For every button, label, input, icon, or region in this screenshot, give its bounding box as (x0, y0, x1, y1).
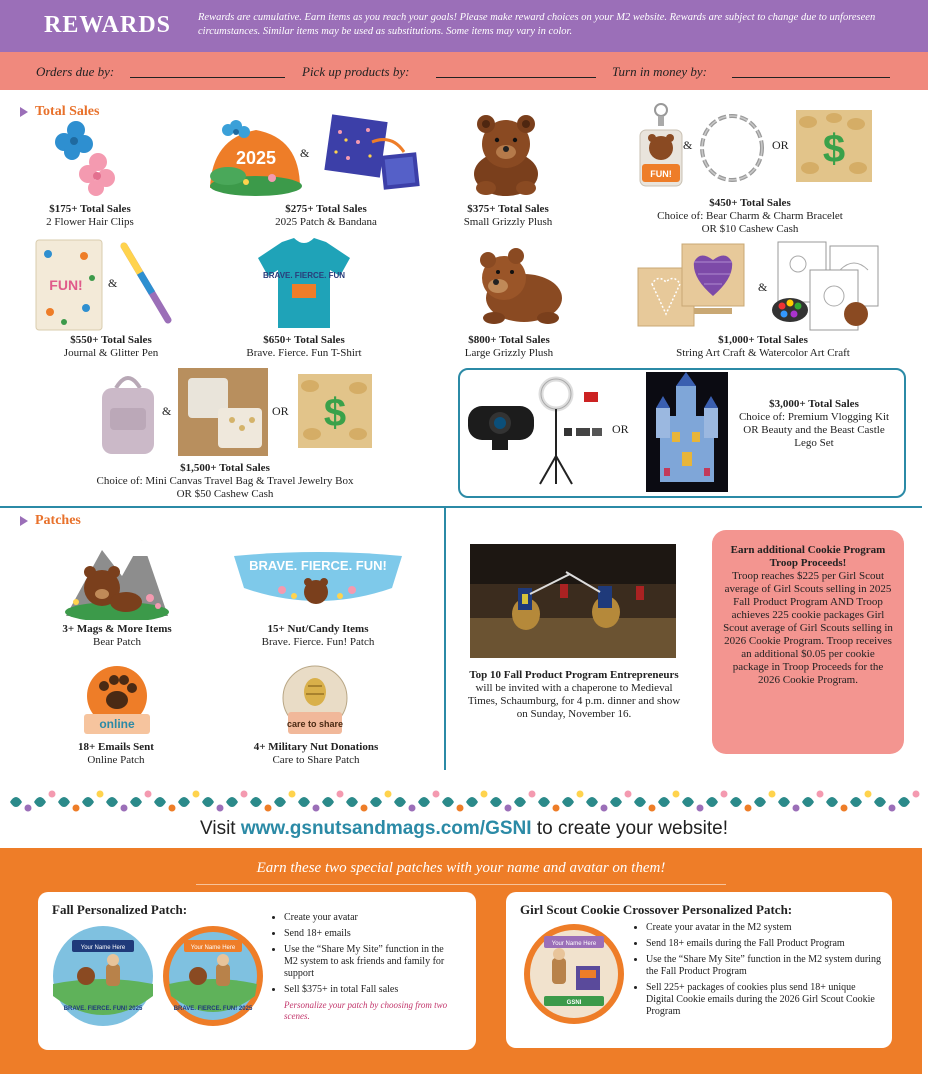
reward-1000 (640, 334, 886, 360)
reward-3000-level: $3,000+ Total Sales (769, 398, 859, 410)
border-leaf-icon (826, 797, 838, 807)
medieval-times-photo (470, 544, 676, 658)
cookie-req-4: • Sell 225+ packages of cookies plus send 18+ unique Digital Cookie emails during the 2026 Girl Scout Cookie Program (646, 982, 884, 1018)
orders-due-label: Orders due by: (36, 64, 115, 79)
border-leaf-icon (82, 797, 94, 807)
fall-req-2: • Send 18+ emails (284, 928, 456, 940)
visit-line (0, 818, 928, 840)
reward-175-level: $175+ Total Sales (49, 203, 131, 215)
string-art-image (634, 238, 752, 330)
amp-4: & (758, 280, 768, 294)
bff-patch-text: BRAVE. FIERCE. FUN! (249, 558, 387, 573)
border-flower-icon (577, 791, 584, 798)
reward-650-desc: Brave. Fierce. Fun T-Shirt (246, 347, 362, 359)
reward-450-level: $450+ Total Sales (709, 197, 791, 209)
top10-title: Top 10 Fall Product Program Entrepreneurs (469, 669, 679, 681)
border-flower-icon (49, 791, 56, 798)
patch-bear-level: 3+ Mags & More Items (62, 623, 172, 635)
border-flower-icon (457, 805, 464, 812)
floral-border (0, 784, 928, 816)
border-leaf-icon (370, 797, 382, 807)
border-leaf-icon (442, 797, 454, 807)
reward-275-level: $275+ Total Sales (285, 203, 367, 215)
border-flower-icon (889, 805, 896, 812)
border-flower-icon (913, 791, 920, 798)
cookie-patch-name: Your Name Here (551, 941, 597, 947)
cookie-proceeds-body: Troop reaches $225 per Girl Scout average of Girl Scouts selling in 2025 Fall Product Program AND Troop achieves 225 cookie packages Girl Scout average of Girl Scouts selling in 2026 Cookie Program. Troop receives an additional $0.05 per cookie package in Troop Proceeds for the 2026 Cookie Program. (723, 570, 893, 686)
section-divider (0, 506, 922, 508)
border-flower-icon (769, 791, 776, 798)
border-leaf-icon (730, 797, 742, 807)
or-2: OR (272, 404, 289, 418)
fall-patch-title: Fall Personalized Patch: (52, 902, 188, 917)
fall-req-4: • Sell $375+ in total Fall sales (284, 984, 456, 996)
cookie-proceeds-title: Earn additional Cookie Program Troop Proceeds! (730, 544, 886, 569)
reward-1000-desc: String Art Craft & Watercolor Art Craft (676, 347, 850, 359)
border-leaf-icon (274, 797, 286, 807)
or-1: OR (772, 138, 789, 152)
border-flower-icon (529, 791, 536, 798)
border-flower-icon (337, 791, 344, 798)
border-flower-icon (745, 805, 752, 812)
border-flower-icon (649, 805, 656, 812)
jewelry-box-image (178, 368, 268, 456)
orders-due-line (130, 77, 285, 78)
border-flower-icon (193, 791, 200, 798)
bear-charm-image (636, 100, 686, 192)
svg-text:$: $ (323, 391, 347, 435)
border-flower-icon (817, 791, 824, 798)
border-flower-icon (73, 805, 80, 812)
visit-suffix: to create your website! (531, 818, 728, 839)
cookie-req-3: • Use the “Share My Site” function in the M2 system during the Fall Product Program (646, 954, 884, 978)
reward-800-level: $800+ Total Sales (468, 334, 550, 346)
border-leaf-icon (346, 797, 358, 807)
glitter-pen-image (118, 240, 174, 326)
border-flower-icon (481, 791, 488, 798)
border-flower-icon (217, 805, 224, 812)
border-leaf-icon (802, 797, 814, 807)
webcam-image (466, 396, 536, 456)
tshirt-image (256, 236, 352, 330)
fall-patch-name-1: Your Name Here (80, 945, 126, 951)
fall-patch-requirements (272, 912, 456, 1022)
border-leaf-icon (658, 797, 670, 807)
border-leaf-icon (562, 797, 574, 807)
money-line (732, 77, 890, 78)
reward-275 (236, 203, 416, 229)
column-divider (444, 508, 446, 770)
patch-year-text: 2025 (235, 148, 277, 168)
fall-patch-scene-1 (50, 924, 156, 1028)
journal-image (34, 238, 104, 332)
border-leaf-icon (226, 797, 238, 807)
border-flower-icon (841, 805, 848, 812)
total-sales-title: Total Sales (35, 104, 100, 119)
section-arrow-icon (20, 107, 28, 117)
border-leaf-icon (490, 797, 502, 807)
visit-prefix: Visit (200, 818, 241, 839)
reward-1500-desc: Choice of: Mini Canvas Travel Bag & Travel Jewelry Box (96, 475, 354, 487)
watercolor-craft-image (770, 240, 884, 332)
border-flower-icon (25, 805, 32, 812)
border-flower-icon (169, 805, 176, 812)
travel-bag-image (96, 368, 160, 458)
fall-patch-motto-1: BRAVE. FIERCE. FUN! 2025 (63, 1006, 143, 1012)
patches-title: Patches (35, 513, 81, 528)
lego-castle-image (646, 372, 728, 492)
amp-5: & (162, 404, 172, 418)
reward-175-desc: 2 Flower Hair Clips (46, 216, 134, 228)
reward-550 (36, 334, 186, 360)
reward-1000-level: $1,000+ Total Sales (718, 334, 808, 346)
pickup-label: Pick up products by: (302, 64, 410, 79)
reward-175 (20, 203, 160, 229)
border-leaf-icon (778, 797, 790, 807)
flower-clips-image (52, 120, 122, 198)
reward-1500 (62, 462, 388, 501)
reward-800-desc: Large Grizzly Plush (464, 347, 554, 359)
border-leaf-icon (10, 797, 22, 807)
reward-650 (224, 334, 384, 360)
bff-patch-image (232, 548, 404, 614)
border-leaf-icon (898, 797, 910, 807)
top10-block (464, 669, 684, 721)
border-leaf-icon (418, 797, 430, 807)
patch-online (46, 741, 186, 767)
bear-patch-image (62, 536, 172, 620)
cookie-patch-year: GSNI (566, 1000, 582, 1006)
online-patch-image (80, 664, 154, 738)
reward-450-desc2: OR $10 Cashew Cash (701, 223, 799, 235)
reward-275-desc: 2025 Patch & Bandana (275, 216, 377, 228)
2025-patch-image (206, 118, 304, 198)
reward-375-level: $375+ Total Sales (467, 203, 549, 215)
border-flower-icon (289, 791, 296, 798)
reward-450 (622, 197, 878, 236)
border-leaf-icon (178, 797, 190, 807)
fall-req-3: • Use the “Share My Site” function in the M2 system to ask friends and family for support (284, 944, 456, 980)
or-3: OR (612, 422, 629, 436)
reward-375-desc: Small Grizzly Plush (463, 216, 553, 228)
small-grizzly-image (464, 108, 548, 198)
border-flower-icon (697, 805, 704, 812)
border-flower-icon (505, 805, 512, 812)
amp-1: & (300, 146, 310, 160)
page-title: REWARDS (44, 12, 172, 38)
fall-patch-note: Personalize your patch by choosing from two scenes. (284, 1000, 448, 1021)
patch-care-level: 4+ Military Nut Donations (253, 741, 379, 753)
pickup-line (436, 77, 596, 78)
cookie-proceeds-text (722, 544, 894, 687)
border-leaf-icon (850, 797, 862, 807)
border-leaf-icon (754, 797, 766, 807)
due-dates-bar (0, 52, 928, 90)
fall-patch-scene-2 (160, 924, 266, 1028)
reward-1500-level: $1,500+ Total Sales (180, 462, 270, 474)
reward-3000-desc: Choice of: Premium Vlogging Kit OR Beauty and the Beast Castle Lego Set (738, 411, 890, 449)
fall-req-1: • Create your avatar (284, 912, 456, 924)
border-leaf-icon (298, 797, 310, 807)
cashew-cash-50-image (298, 374, 372, 448)
amp-2: & (683, 138, 693, 152)
border-flower-icon (793, 805, 800, 812)
border-leaf-icon (58, 797, 70, 807)
reward-375 (440, 203, 576, 229)
border-leaf-icon (682, 797, 694, 807)
money-label: Turn in money by: (612, 64, 707, 79)
fall-patch-motto-2: BRAVE. FIERCE. FUN! 2025 (173, 1006, 253, 1012)
border-leaf-icon (538, 797, 550, 807)
border-flower-icon (121, 805, 128, 812)
border-leaf-icon (394, 797, 406, 807)
amp-3: & (108, 276, 118, 290)
patch-bear (36, 623, 198, 649)
border-flower-icon (433, 791, 440, 798)
reward-450-desc: Choice of: Bear Charm & Charm Bracelet (657, 210, 843, 222)
shirt-text: BRAVE. FIERCE. FUN (262, 271, 346, 280)
border-leaf-icon (466, 797, 478, 807)
border-leaf-icon (154, 797, 166, 807)
border-leaf-icon (706, 797, 718, 807)
patch-bear-desc: Bear Patch (93, 636, 141, 648)
reward-3000 (734, 398, 894, 450)
border-flower-icon (97, 791, 104, 798)
border-leaf-icon (586, 797, 598, 807)
reward-650-level: $650+ Total Sales (263, 334, 345, 346)
border-flower-icon (601, 805, 608, 812)
border-leaf-icon (250, 797, 262, 807)
visit-url-link[interactable]: www.gsnutsandmags.com/GSNI (240, 818, 532, 839)
journal-fun-text: FUN! (49, 277, 83, 293)
reward-550-desc: Journal & Glitter Pen (63, 347, 159, 359)
rewards-note: Rewards are cumulative. Earn items as you reach your goals! Please make reward choices on your M2 website. Rewards are subject to change due to unforeseen circumstances. Similar items may be used as substitutions. Some items may vary in color. (198, 12, 876, 37)
large-grizzly-image (474, 244, 564, 328)
patch-bff-level: 15+ Nut/Candy Items (267, 623, 369, 635)
border-leaf-icon (34, 797, 46, 807)
patch-online-level: 18+ Emails Sent (78, 741, 154, 753)
border-leaf-icon (610, 797, 622, 807)
border-flower-icon (361, 805, 368, 812)
border-leaf-icon (106, 797, 118, 807)
care-share-patch-image (278, 664, 352, 738)
online-patch-text: online (99, 717, 135, 731)
cookie-patch-requirements (634, 922, 884, 1022)
svg-text:$: $ (822, 127, 846, 171)
patch-care (228, 741, 404, 767)
border-flower-icon (865, 791, 872, 798)
border-flower-icon (409, 805, 416, 812)
bandana-image (318, 112, 423, 194)
fall-patch-name-2: Your Name Here (190, 945, 236, 951)
border-flower-icon (721, 791, 728, 798)
border-leaf-icon (634, 797, 646, 807)
cashew-cash-10-image (796, 110, 872, 182)
border-leaf-icon (514, 797, 526, 807)
patch-online-desc: Online Patch (87, 754, 145, 766)
cookie-req-1: • Create your avatar in the M2 system (646, 922, 884, 934)
rewards-header (0, 0, 928, 52)
reward-800 (446, 334, 572, 360)
cookie-patch-title: Girl Scout Cookie Crossover Personalized Patch: (520, 902, 793, 917)
border-leaf-icon (202, 797, 214, 807)
border-leaf-icon (874, 797, 886, 807)
border-leaf-icon (130, 797, 142, 807)
border-flower-icon (625, 791, 632, 798)
border-flower-icon (385, 791, 392, 798)
border-flower-icon (145, 791, 152, 798)
ring-light-image (534, 376, 604, 488)
border-flower-icon (553, 805, 560, 812)
patch-bff-desc: Brave. Fierce. Fun! Patch (261, 636, 375, 648)
border-flower-icon (241, 791, 248, 798)
top10-body: will be invited with a chaperone to Medieval Times, Schaumburg, for 4 p.m. dinner and show on Sunday, November 16. (467, 682, 681, 720)
patch-care-desc: Care to Share Patch (272, 754, 360, 766)
care-patch-text: care to share (286, 719, 344, 729)
border-flower-icon (673, 791, 680, 798)
special-heading: Earn these two special patches with your name and avatar on them! (256, 860, 666, 876)
border-leaf-icon (322, 797, 334, 807)
charm-fun-text: FUN! (650, 169, 672, 179)
patch-bff (222, 623, 414, 649)
cookie-patch-image (522, 922, 626, 1026)
border-flower-icon (265, 805, 272, 812)
special-heading-rule (196, 884, 726, 885)
cookie-req-2: • Send 18+ emails during the Fall Product Program (646, 938, 884, 950)
reward-1500-desc2: OR $50 Cashew Cash (176, 488, 274, 500)
patches-arrow-icon (20, 516, 28, 526)
border-flower-icon (313, 805, 320, 812)
charm-bracelet-image (696, 110, 768, 186)
reward-550-level: $550+ Total Sales (70, 334, 152, 346)
